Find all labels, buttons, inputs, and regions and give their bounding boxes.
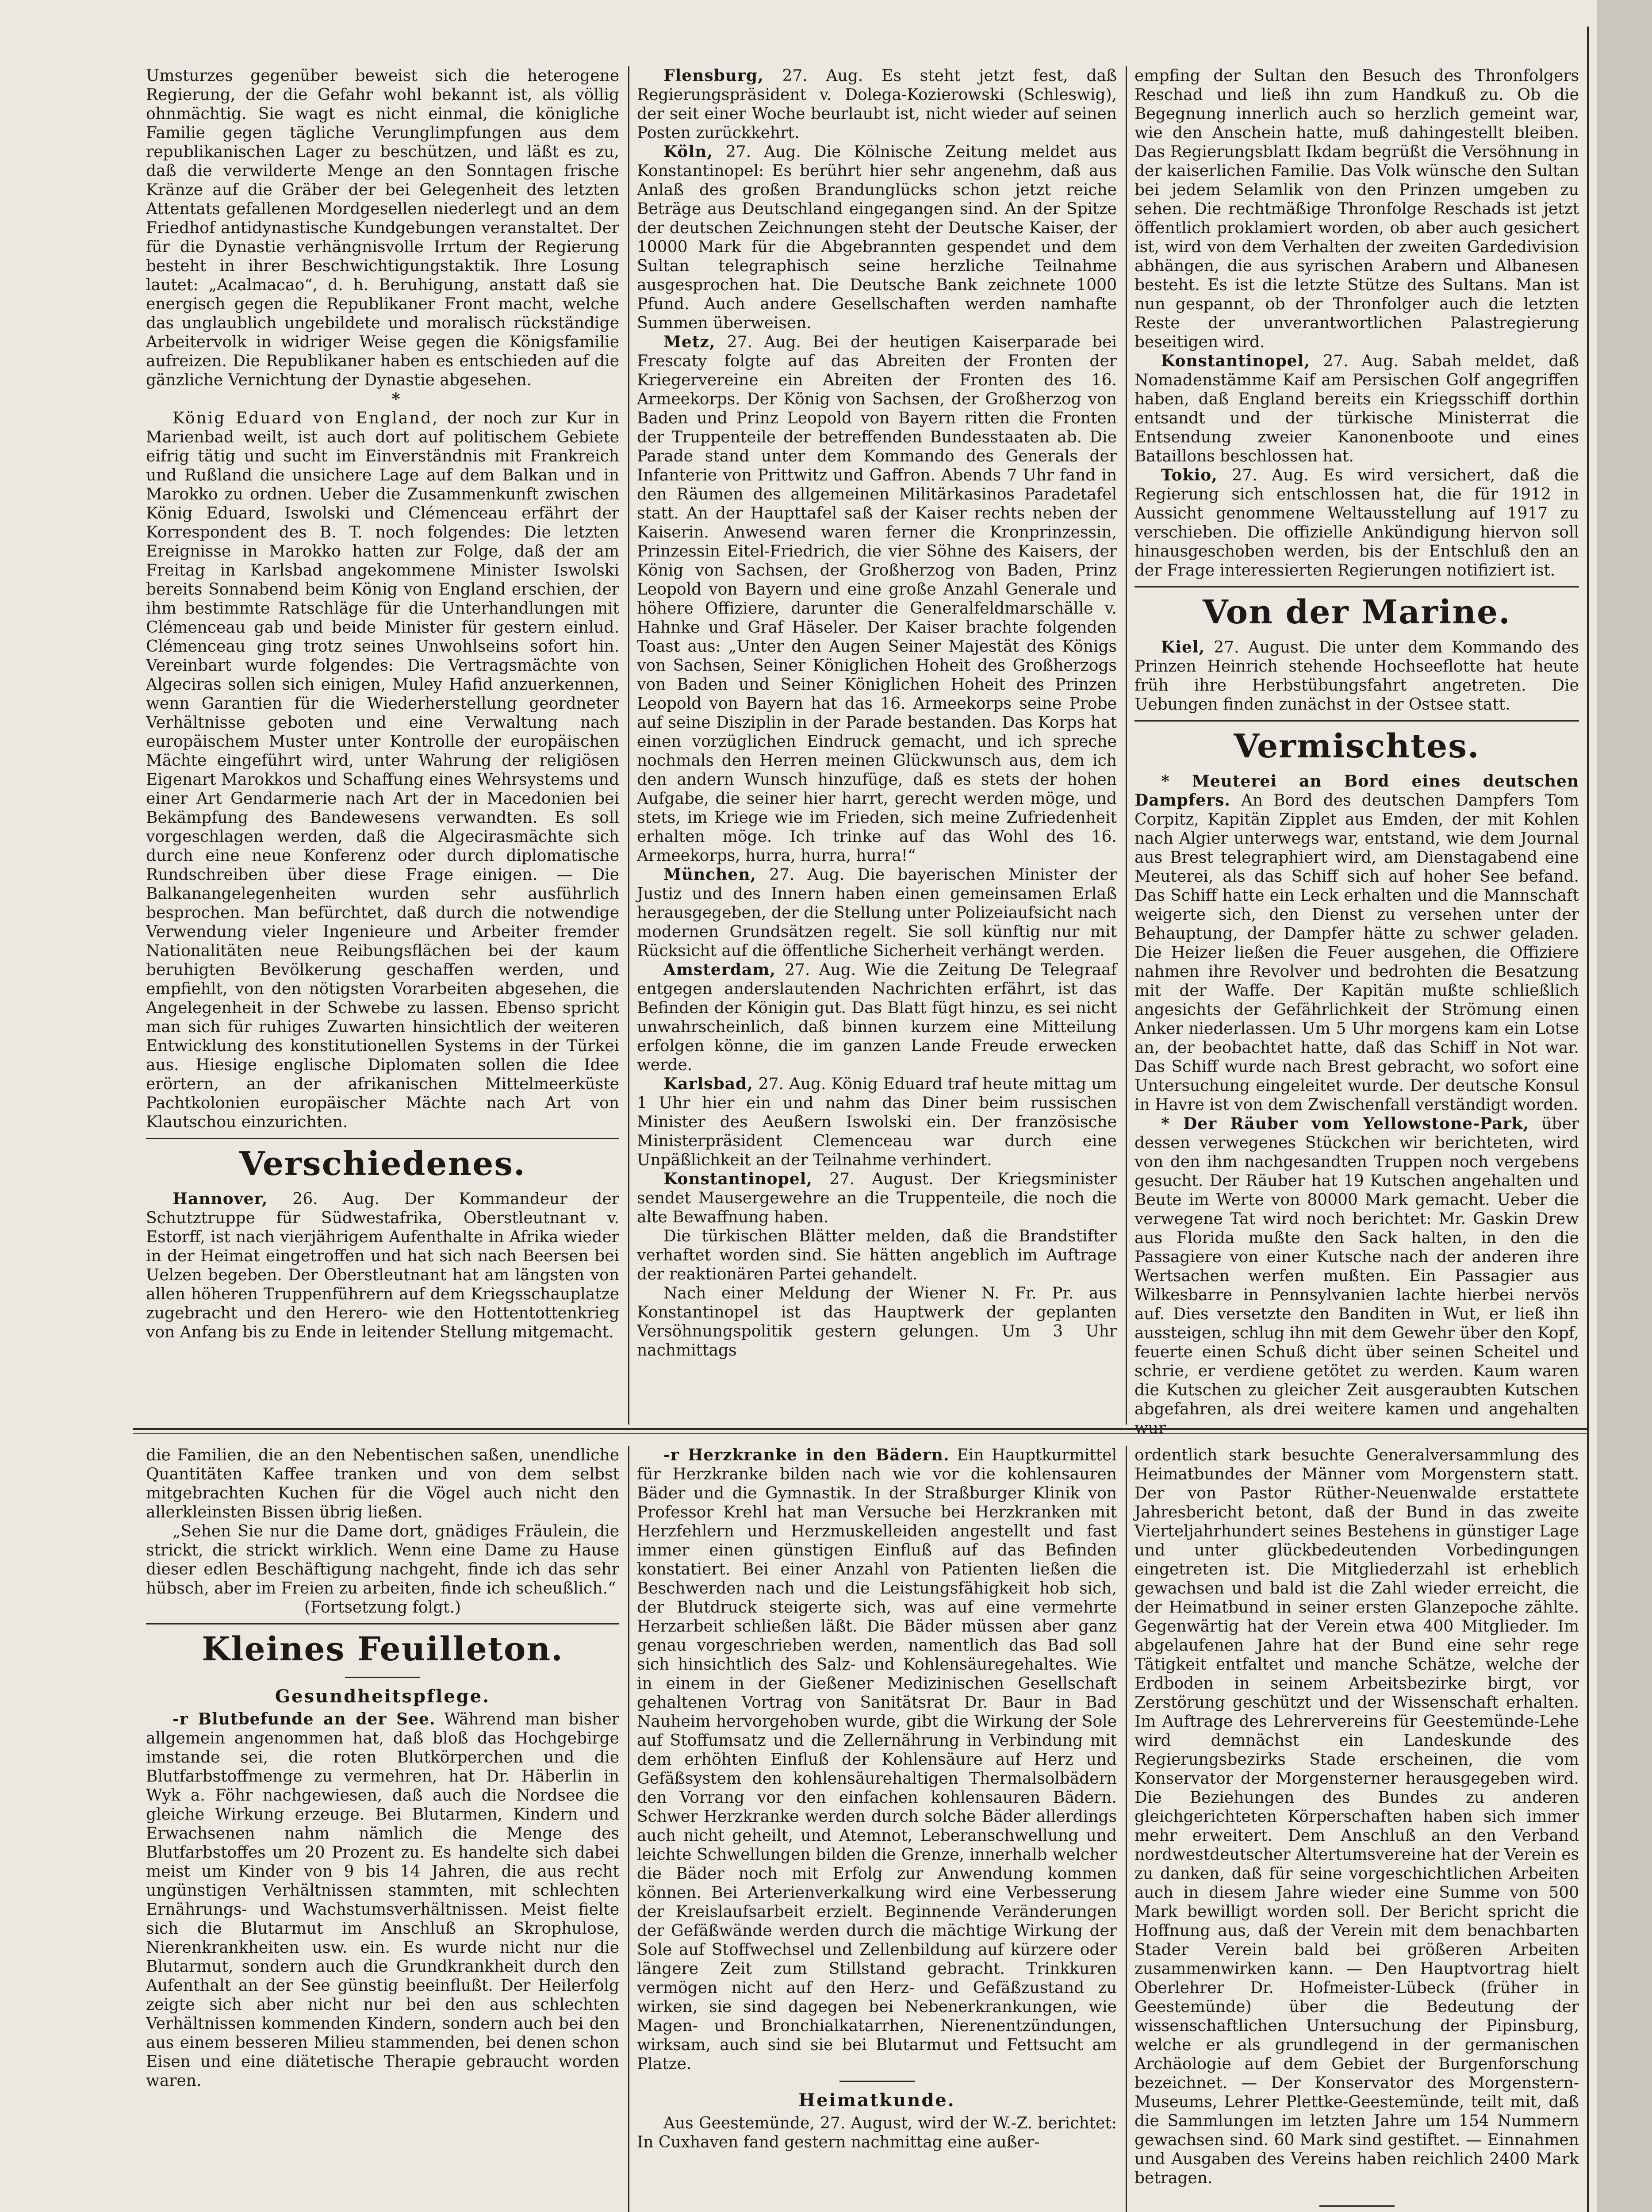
article-herzkranke xyxy=(637,1446,1117,2074)
article-lead: -r Blutbefunde an der See. xyxy=(172,1710,436,1728)
top-column-1 xyxy=(146,66,619,1407)
dateline-place: Flensburg, xyxy=(663,66,764,85)
article-body: 27. August. Die unter dem Kommando des Prinzen Heinrich stehende Hochseeflotte hat heute früh ihre Herbstübungsfahrt angetreten. Die Uebungen finden zunächst in der Ostsee statt. xyxy=(1135,638,1579,714)
column-rule xyxy=(628,66,629,1425)
article-portugal-continuation: Umsturzes gegenüber beweist sich die heterogene Regierung, der die Gefahr wohl bekannt ist, als völlig ohnmächtig. Sie wagt es nicht einmal, die königliche Familie gegen tägliche Verunglimpfungen aus dem republikanischen Lager zu beschützen, und läßt es zu, daß die verwilderte Menge an den Sonntagen frische Kränze auf die Gräber der bei Gelegenheit des letzten Attentats gefallenen Mordgesellen niederlegt und an dem Friedhof antidynastische Kundgebungen veranstaltet. Der für die Dynastie verhängnisvolle Irrtum der Regierung besteht in ihrer Beschwichtigungstaktik. Ihre Losung lautet: „Acalmacao“, d. h. Beruhigung, anstatt daß sie energisch gegen die Republikaner Front macht, welche das unglaublich ungebildete und moralisch rückständige Arbeitervolk in widriger Weise gegen die Königsfamilie aufreizen. Die Republikaner haben es entschieden auf die gänzliche Vernichtung der Dynastie abgesehen. xyxy=(146,67,619,389)
article-body: Ein Hauptkurmittel für Herzkranke bilden nach wie vor die kohlensauren Bäder und die Gymnastik. In der Straßburger Klinik von Professor Krehl hat man Versuche bei Herzkranken mit Herzfehlern und Herzmuskelleiden angestellt und fast immer einen günstigen Einfluß auf das Befinden konstatiert. Bei einer Anzahl von Patienten ließen die Beschwerden nach und die Leistungsfähigkeit hob sich, der Blutdruck steigerte sich, was auf eine vermehrte Herzarbeit schließen läßt. Die Bäder müssen aber ganz genau vorgeschrieben werden, namentlich das Bad soll sich hinsichtlich des Salz- und Kohlensäuregehaltes. Wie in einem in der Gießener Medizinischen Gesellschaft gehaltenen Vortrag von Sanitätsrat Dr. Baur in Bad Nauheim hervorgehoben wurde, gibt die Wirkung der Sole auf Stoffumsatz und die Zellernährung in Verbindung mit dem erhöhten Einfluß der Kohlensäure auf Herz und Gefäßsystem den kohlensäurehaltigen Thermalsolbädern den Vorrang vor den einfachen kohlensauren Bädern. Schwer Herzkranke werden durch solche Bäder allerdings auch nicht geheilt, und Atemnot, Leberanschwellung und leichte Schwellungen bilden die Grenze, innerhalb welcher die Bäder noch mit Erfolg zur Anwendung kommen können. Bei Arterienverkalkung wird eine Verbesserung der Kreislaufsarbeit erzielt. Beginnende Veränderungen der Gefäßwände werden durch die mächtige Wirkung der Sole auf Stoffwechsel und Zellenbildung auf kürzere oder längere Zeit zum Stillstand gebracht. Trinkkuren vermögen nicht auf den Herz- und Gefäßzustand zu wirken, sie sind dagegen bei Nebenerkrankungen, wie Magen- und Bronchialkatarrhen, Nierenentzündungen, wirksam, auch sind sie bei Blutarmut und Fettsucht am Platze. xyxy=(637,1446,1117,2073)
dateline-place: Konstantinopel, xyxy=(663,1170,813,1188)
separator-star: * xyxy=(391,390,400,408)
bottom-column-2 xyxy=(637,1446,1117,2212)
page-edge xyxy=(1597,0,1652,2212)
page-section-rule xyxy=(133,1428,1588,1430)
article-body: 27. August. Der Kriegsminister sendet Mausergewehre an die Truppenteile, die noch die alte Bewaffnung haben. xyxy=(637,1170,1117,1226)
article-heimatkunde: Aus Geestemünde, 27. August, wird der W.-Z. berichtet: In Cuxhaven fand gestern nachmittag eine außer- xyxy=(637,2114,1117,2151)
article-lead: -r Herzkranke in den Bädern. xyxy=(663,1446,950,1464)
section-heading-verschiedenes: Verschiedenes. xyxy=(239,1145,526,1183)
article-karlsbad xyxy=(637,1075,1117,1170)
page-frame-rule xyxy=(1587,27,1589,2212)
article-body: 27. Aug. Sabah meldet, daß Nomadenstämme Kaif am Persischen Golf angegriffen haben, daß England bereits ein Kriegsschiff dorthin entsandt und der türkische Ministerrat die Entsendung zweier Kanonenboote und eines Bataillons beschlossen hat. xyxy=(1135,352,1579,465)
short-rule xyxy=(839,2081,915,2082)
continuation-note: (Fortsetzung folgt.) xyxy=(304,1598,461,1617)
article-kiel xyxy=(1135,638,1579,714)
article-metz xyxy=(637,333,1117,865)
column-rule xyxy=(1126,66,1127,1425)
article-meuterei xyxy=(1135,772,1579,1114)
article-flensburg xyxy=(637,66,1117,142)
section-rule xyxy=(146,1623,619,1624)
dateline-place: Karlsbad, xyxy=(663,1075,753,1093)
article-yellowstone xyxy=(1135,1114,1579,1438)
article-hannover xyxy=(146,1190,619,1342)
article-body: Während man bisher allgemein angenommen hat, daß bloß das Hochgebirge imstande sei, die roten Blutkörperchen und die Blutfarbstoffmenge zu vermehren, hat Dr. Häberlin in Wyk a. Föhr nachgewiesen, daß auch die Nordsee die gleiche Wirkung erzeuge. Bei Blutarmen, Kindern und Erwachsenen nahm nämlich die Menge des Blutfarbstoffes um 20 Prozent zu. Es handelte sich dabei meist um Kinder von 9 bis 14 Jahren, die aus recht ungünstigen Verhältnissen stammten, mit schlechten Ernährungs- und Wachstumsverhältnissen. Meist fielte sich die Blutarmut im Anschluß an Skrophulose, Nierenkrankheiten usw. ein. Es wurde nicht nur die Blutarmut, sondern auch die Grundkrankheit durch den Aufenthalt an der See günstig beeinflußt. Der Heilerfolg zeigte sich aber nicht nur bei den aus schlechten Verhältnissen kommenden Kindern, sondern auch bei den aus einem besseren Milieu stammenden, bei denen schon Eisen und eine diätetische Therapie gebraucht worden waren. xyxy=(146,1710,619,2090)
article-blutbefunde xyxy=(146,1710,619,2090)
article-body: 27. Aug. Wie die Zeitung De Telegraaf entgegen anderslautenden Nachrichten erfährt, ist das Befinden der Königin gut. Das Blatt fügt hinzu, es sei nicht unwahrscheinlich, daß binnen kurzem eine Mitteilung erfolgen könne, die im ganzen Lande Freude erwecken werde. xyxy=(637,961,1117,1074)
article-body: An Bord des deutschen Dampfers Tom Corpitz, Kapitän Zipplet aus Emden, der mit Kohlen nach Algier unterwegs war, entstand, wie dem Journal aus Brest telegraphiert wird, am Dienstagabend eine Meuterei, als das Schiff sich auf hoher See befand. Das Schiff hatte ein Leck erhalten und die Mannschaft weigerte sich, den Dienst zu versehen unter der Behauptung, der Dampfer hätte zu schwer geladen. Die Heizer ließen die Feuer ausgehen, die Offiziere nahmen ihre Revolver und bedrohten die Besatzung mit der Waffe. Der Kapitän mußte schließlich angesichts der Gefährlichkeit der Strömung einen Anker niederlassen. Um 5 Uhr morgens kam ein Lotse an, der beobachtet hatte, daß das Schiff in Not war. Das Schiff wurde nach Brest gebracht, wo sofort eine Untersuchung eingeleitet wurde. Der deutsche Konsul in Havre ist von dem Zwischenfall verständigt worden. xyxy=(1135,791,1579,1114)
article-body: 27. Aug. Die Kölnische Zeitung meldet aus Konstantinopel: Es berührt hier sehr angenehm, daß aus Anlaß des großen Brandunglücks schon jetzt reiche Beträge aus Deutschland eingegangen sind. An der Spitze der deutschen Zeichnungen steht der Deutsche Kaiser, der 10000 Mark für die Abgebrannten gespendet und dem Sultan telegraphisch seine herzliche Teilnahme ausgesprochen hat. Die Deutsche Bank zeichnete 1000 Pfund. Auch andere Gesellschaften werden namhafte Summen überweisen. xyxy=(637,143,1117,332)
article-body: über dessen verwegenes Stückchen wir berichteten, wird von den ihm nachgesandten Truppen noch vergebens gesucht. Der Räuber hat 19 Kutschen angehalten und Beute im Werte von 80000 Mark gemacht. Ueber die verwegene Tat wird noch berichtet: Mr. Gaskin Drew aus Florida mußte den Sack halten, in den die Passagiere von einer Kutsche nach der anderen ihre Wertsachen werfen mußten. Ein Passagier aus Wilkesbarre in Pennsylvanien lachte hierbei nervös auf. Dies versetzte den Banditen in Wut, er ließ ihn aussteigen, schlug ihn mit dem Gewehr über den Kopf, feuerte einen Schuß dicht über seinen Scheitel und schrie, er verdiene getötet zu werden. Kaum waren die Kutschen zu gleicher Zeit ausgeraubten Kutschen abgefahren, als drei weitere kamen und angehalten wur- xyxy=(1135,1115,1579,1437)
article-lead: König Eduard von England, xyxy=(172,409,439,427)
page-section-rule-double xyxy=(133,1433,1588,1434)
article-amsterdam xyxy=(637,960,1117,1075)
bottom-column-1 xyxy=(146,1446,619,2212)
top-column-2 xyxy=(637,66,1117,1407)
article-paragraph: Die türkischen Blätter melden, daß die Brandstifter verhaftet worden sind. Sie hätten angeblich im Auftrage der reaktionären Partei gehandelt. xyxy=(637,1227,1117,1283)
dateline-place: Konstantinopel, xyxy=(1161,352,1310,370)
article-konstantinopel-1 xyxy=(637,1170,1117,1227)
feuilleton-story-dialogue: „Sehen Sie nur die Dame dort, gnädiges Fräulein, die strickt, die strickt wirklich. Wenn eine Dame zu Hause dieser edlen Beschäftigung nachgeht, finde ich das sehr hübsch, aber im Freien zu arbeiten, finde ich scheußlich.“ xyxy=(146,1522,619,1598)
dateline-place: Metz, xyxy=(663,333,716,351)
article-body: 27. Aug. Es wird versichert, daß die Regierung sich entschlossen hat, die für 1912 in Aussicht genommene Weltausstellung auf 1917 zu verschieben. Die offizielle Ankündigung hiervon soll hinausgeschoben werden, bis der Entschluß den an der Frage interessierten Regierungen notifiziert ist. xyxy=(1135,466,1579,580)
top-column-3 xyxy=(1135,66,1579,1437)
dateline-place: Kiel, xyxy=(1161,638,1205,657)
dateline-place: Tokio, xyxy=(1161,466,1218,484)
section-heading-marine: Von der Marine. xyxy=(1203,593,1511,631)
article-body: 27. Aug. Bei der heutigen Kaiserparade bei Frescaty folgte auf das Abreiten der Fronten der Kriegervereine ein Abreiten der Fronten des 16. Armeekorps. Der König von Sachsen, der Großherzog von Baden und Prinz Leopold von Bayern ritten die Fronten der Truppenteile der betreffenden Bundesstaaten ab. Die Parade stand unter dem Kommando des Generals der Infanterie von Prittwitz und Gaffron. Abends 7 Uhr fand in den Räumen des allgemeinen Militärkasinos Paradetafel statt. An der Haupttafel saß der Kaiser rechts neben der Kaiserin. Anwesend waren ferner die Kronprinzessin, Prinzessin Eitel-Friedrich, die vier Söhne des Kaisers, der König von Sachsen, der Großherzog von Baden, Prinz Leopold von Bayern und eine große Anzahl Generale und höhere Offiziere, darunter die Generalfeldmarschälle v. Hahnke und Graf Häseler. Der Kaiser brachte folgenden Toast aus: „Unter den Augen Seiner Majestät des Königs von Sachsen, Seiner Königlichen Hoheit des Großherzogs von Baden und Seiner Königlichen Hoheit des Prinzen Leopold von Bayern hat das 16. Armeekorps seine Probe auf seine Disziplin in der Parade bestanden. Das Korps hat einen vorzüglichen Eindruck gemacht, und ich spreche nochmals den Herren meinen Glückwunsch aus, dem ich den andern Wunsch hinzufüge, daß es stets der hohen Aufgabe, die seiner hier harrt, gerecht werden möge, und stets, im Kriege wie im Frieden, sich meine Zufriedenheit erhalten möge. Ich trinke auf das Wohl des 16. Armeekorps, hurra, hurra, hurra!“ xyxy=(637,333,1117,865)
article-body: der noch zur Kur in Marienbad weilt, ist auch dort auf politischem Gebiete eifrig tätig und sucht im Einverständnis mit Frankreich und Rußland die unsichere Lage auf dem Balkan und in Marokko zu ordnen. Ueber die Zusammenkunft zwischen König Eduard, Iswolski und Clémenceau erfährt der Korrespondent des B. T. noch folgendes: Die letzten Ereignisse in Marokko hatten zur Folge, daß der am Freitag in Karlsbad angekommene Minister Iswolski bereits Sonnabend beim König von England erschien, der ihm bestimmte Ratschläge für die Unterhandlungen mit Clémenceau gab und beide Minister für gestern einlud. Clémenceau ging trotz seines Unwohlseins sofort hin. Vereinbart wurde folgendes: Die Vertragsmächte von Algeciras sollen sich einigen, Muley Hafid anzuerkennen, wenn Garantien für die Wiederherstellung geordneter Verhältnisse geboten und eine Verwaltung nach europäischem Muster unter Kontrolle der europäischen Mächte eingeführt wird, unter Wahrung der religiösen Eigenart Marokkos und Schaffung eines Wehrsystems und einer Art Gendarmerie nach Art der in Macedonien bei Bekämpfung des Bandewesens verwandten. Es soll vorgeschlagen werden, daß die Algecirasmächte sich durch eine neue Konferenz oder durch diplomatische Rundschreiben über diese Frage einigen. — Die Balkanangelegenheiten wurden sehr ausführlich besprochen. Man befürchtet, daß durch die notwendige Verwendung vieler Ingenieure und Arbeiter fremder Nationalitäten neue Reibungsflächen bei der kaum beruhigten Bevölkerung geschaffen werden, und empfiehlt, von den nötigsten Vorarbeiten abgesehen, die Angelegenheit in der Schwebe zu lassen. Ebenso spricht man sich für ruhiges Zuwarten hinsichtlich der weiteren Entwicklung des konstitutionellen Systems in der Türkei aus. Hiesige englische Diplomaten sollen die Idee erörtern, an der afrikanischen Mittelmeerküste Pachtkolonien europäischer Mächte nach Art von Klautschou einzurichten. xyxy=(146,409,619,1131)
dateline-place: München, xyxy=(663,865,756,884)
article-lead: * Der Räuber vom Yellowstone-Park, xyxy=(1161,1114,1529,1133)
section-heading-kleines-feuilleton: Kleines Feuilleton. xyxy=(202,1630,563,1668)
dateline-place: Hannover, xyxy=(172,1190,268,1208)
article-sultan-continuation: empfing der Sultan den Besuch des Thronfolgers Reschad und ließ ihn zum Handkuß zu. Ob die Begegnung innerlich auch so herzlich gemeint war, wie den Anschein hatte, muß dahingestellt bleiben. Das Regierungsblatt Ikdam begrüßt die Versöhnung in der kaiserlichen Familie. Das Volk wünsche den Sultan bei jedem Selamlik von den Prinzen umgeben zu sehen. Die rechtmäßige Thronfolge Reschads ist jetzt öffentlich proklamiert worden, ob aber auch gesichert ist, wird von dem Verhalten der zweiten Gardedivision abhängen, die aus syrischen Arabern und Albanesen besteht. Es ist die letzte Stütze des Sultans. Man ist nun gespannt, ob der Thronfolger auch die letzten Reste der unverantwortlichen Palastregierung beseitigen wird. xyxy=(1135,67,1579,351)
dateline-place: Amsterdam, xyxy=(663,960,776,979)
article-body: 27. Aug. Die bayerischen Minister der Justiz und des Innern haben einen gemeinsamen Erlaß herausgegeben, der die Stellung unter Polizeiaufsicht nach modernen Grundsätzen regelt. Sie soll künftig nur mit Rücksicht auf die öffentliche Sicherheit verhängt werden. xyxy=(637,866,1117,960)
article-koenig-eduard xyxy=(146,409,619,1132)
short-rule xyxy=(345,1677,420,1678)
dateline-place: Köln, xyxy=(663,142,713,161)
article-body: 27. Aug. Es steht jetzt fest, daß Regierungspräsident v. Dolega-Kozierowski (Schleswig), der seit einer Woche beurlaubt ist, nicht wieder auf seinen Posten zurückkehrt. xyxy=(637,67,1117,142)
article-body: 27. Aug. König Eduard traf heute mittag um 1 Uhr hier ein und nahm das Diner beim russischen Minister des Aeußern Iswolski ein. Der französische Ministerpräsident Clemenceau war durch eine Unpäßlichkeit an der Teilnahme verhindert. xyxy=(637,1075,1117,1169)
article-paragraph: Nach einer Meldung der Wiener N. Fr. Pr. aus Konstantinopel ist das Hauptwerk der geplanten Versöhnungspolitik gestern gelungen. Um 3 Uhr nachmittags xyxy=(637,1284,1117,1359)
closing-rule xyxy=(1319,2205,1395,2207)
article-morgenstern-continuation: ordentlich stark besuchte Generalversammlung des Heimatbundes der Männer vom Morgenstern statt. Der von Pastor Rüther-Neuenwalde erstattete Jahresbericht betont, daß der Bund in das zweite Vierteljahrhundert seines Bestehens in günstiger Lage und unter glückbedeutenden Vorbedingungen eingetreten ist. Die Mitgliederzahl ist erheblich gewachsen und bald ist die Zahl wieder erreicht, die der Heimatbund in seiner ersten Glanzepoche zählte. Gegenwärtig hat der Verein etwa 400 Mitglieder. Im abgelaufenen Jahre hat der Bund eine sehr rege Tätigkeit entfaltet und manche Schätze, welche der Erdboden in seinem Arbeitsbezirke birgt, vor Zerstörung geschützt und der Wissenschaft erhalten. Im Auftrage des Lehrervereins für Geestemünde-Lehe wird demnächst ein Landeskunde des Regierungsbezirks Stade erscheinen, die vom Konservator der Morgensterner herausgegeben wird. Die Beziehungen des Bundes zu anderen gleichgerichteten Körperschaften haben sich immer mehr erweitert. Dem Anschluß an den Verband nordwestdeutscher Altertumsvereine hat der Verein es zu danken, daß für seine vorgeschichtlichen Arbeiten auch in diesem Jahre wieder eine Summe von 500 Mark bewilligt worden soll. Der Bericht spricht die Hoffnung aus, daß der Verein mit dem benachbarten Stader Verein bald bei größeren Arbeiten zusammenwirken kann. — Den Hauptvortrag hielt Oberlehrer Dr. Hofmeister-Lübeck (früher in Geestemünde) über die Bedeutung der wissenschaftlichen Untersuchung der Pipinsburg, welche er als grundlegend in der germanischen Archäologie auf dem Gebiet der Burgenforschung bezeichnet. — Der Konservator des Morgenstern-Museums, Lehrer Plettke-Geestemünde, teilt mit, daß die Sammlungen im letzten Jahre um 154 Nummern gewachsen sind. 60 Mark sind gestiftet. — Einnahmen und Ausgaben des Vereins haben reichlich 2400 Mark betragen. xyxy=(1135,1446,1579,2187)
section-rule xyxy=(1135,720,1579,722)
section-rule xyxy=(1135,586,1579,588)
subheading-gesundheitspflege: Gesundheitspflege. xyxy=(275,1686,491,1707)
article-lead: * Meuterei an Bord eines deutschen Dampfers. xyxy=(1135,772,1579,810)
article-tokio xyxy=(1135,466,1579,580)
column-rule xyxy=(1126,1446,1127,2212)
bottom-column-3 xyxy=(1135,1446,1579,2212)
article-body: 26. Aug. Der Kommandeur der Schutztruppe für Südwestafrika, Oberstleutnant v. Estorff, ist nach vierjährigem Aufenthalte in Afrika wieder in der Heimat eingetroffen und hat sich nach Beersen bei Uelzen begeben. Der Oberstleutnant hat am längsten von allen höheren Truppenführern auf dem Kriegsschauplatze zugebracht und den Herero- wie den Hottentottenkrieg von Anfang bis zu Ende in leitender Stellung mitgemacht. xyxy=(146,1190,619,1341)
subheading-heimatkunde: Heimatkunde. xyxy=(798,2090,955,2111)
section-rule xyxy=(146,1138,619,1139)
section-heading-vermischtes: Vermischtes. xyxy=(1234,727,1480,765)
article-muenchen xyxy=(637,865,1117,960)
column-rule xyxy=(628,1446,629,2212)
feuilleton-story-continuation: die Familien, die an den Nebentischen saßen, unendliche Quantitäten Kaffee tranken und von dem selbst mitgebrachten Kuchen für die Vögel auch nicht den allerkleinsten Bissen übrig ließen. xyxy=(146,1446,619,1521)
article-koeln xyxy=(637,142,1117,333)
article-konstantinopel-2 xyxy=(1135,352,1579,466)
